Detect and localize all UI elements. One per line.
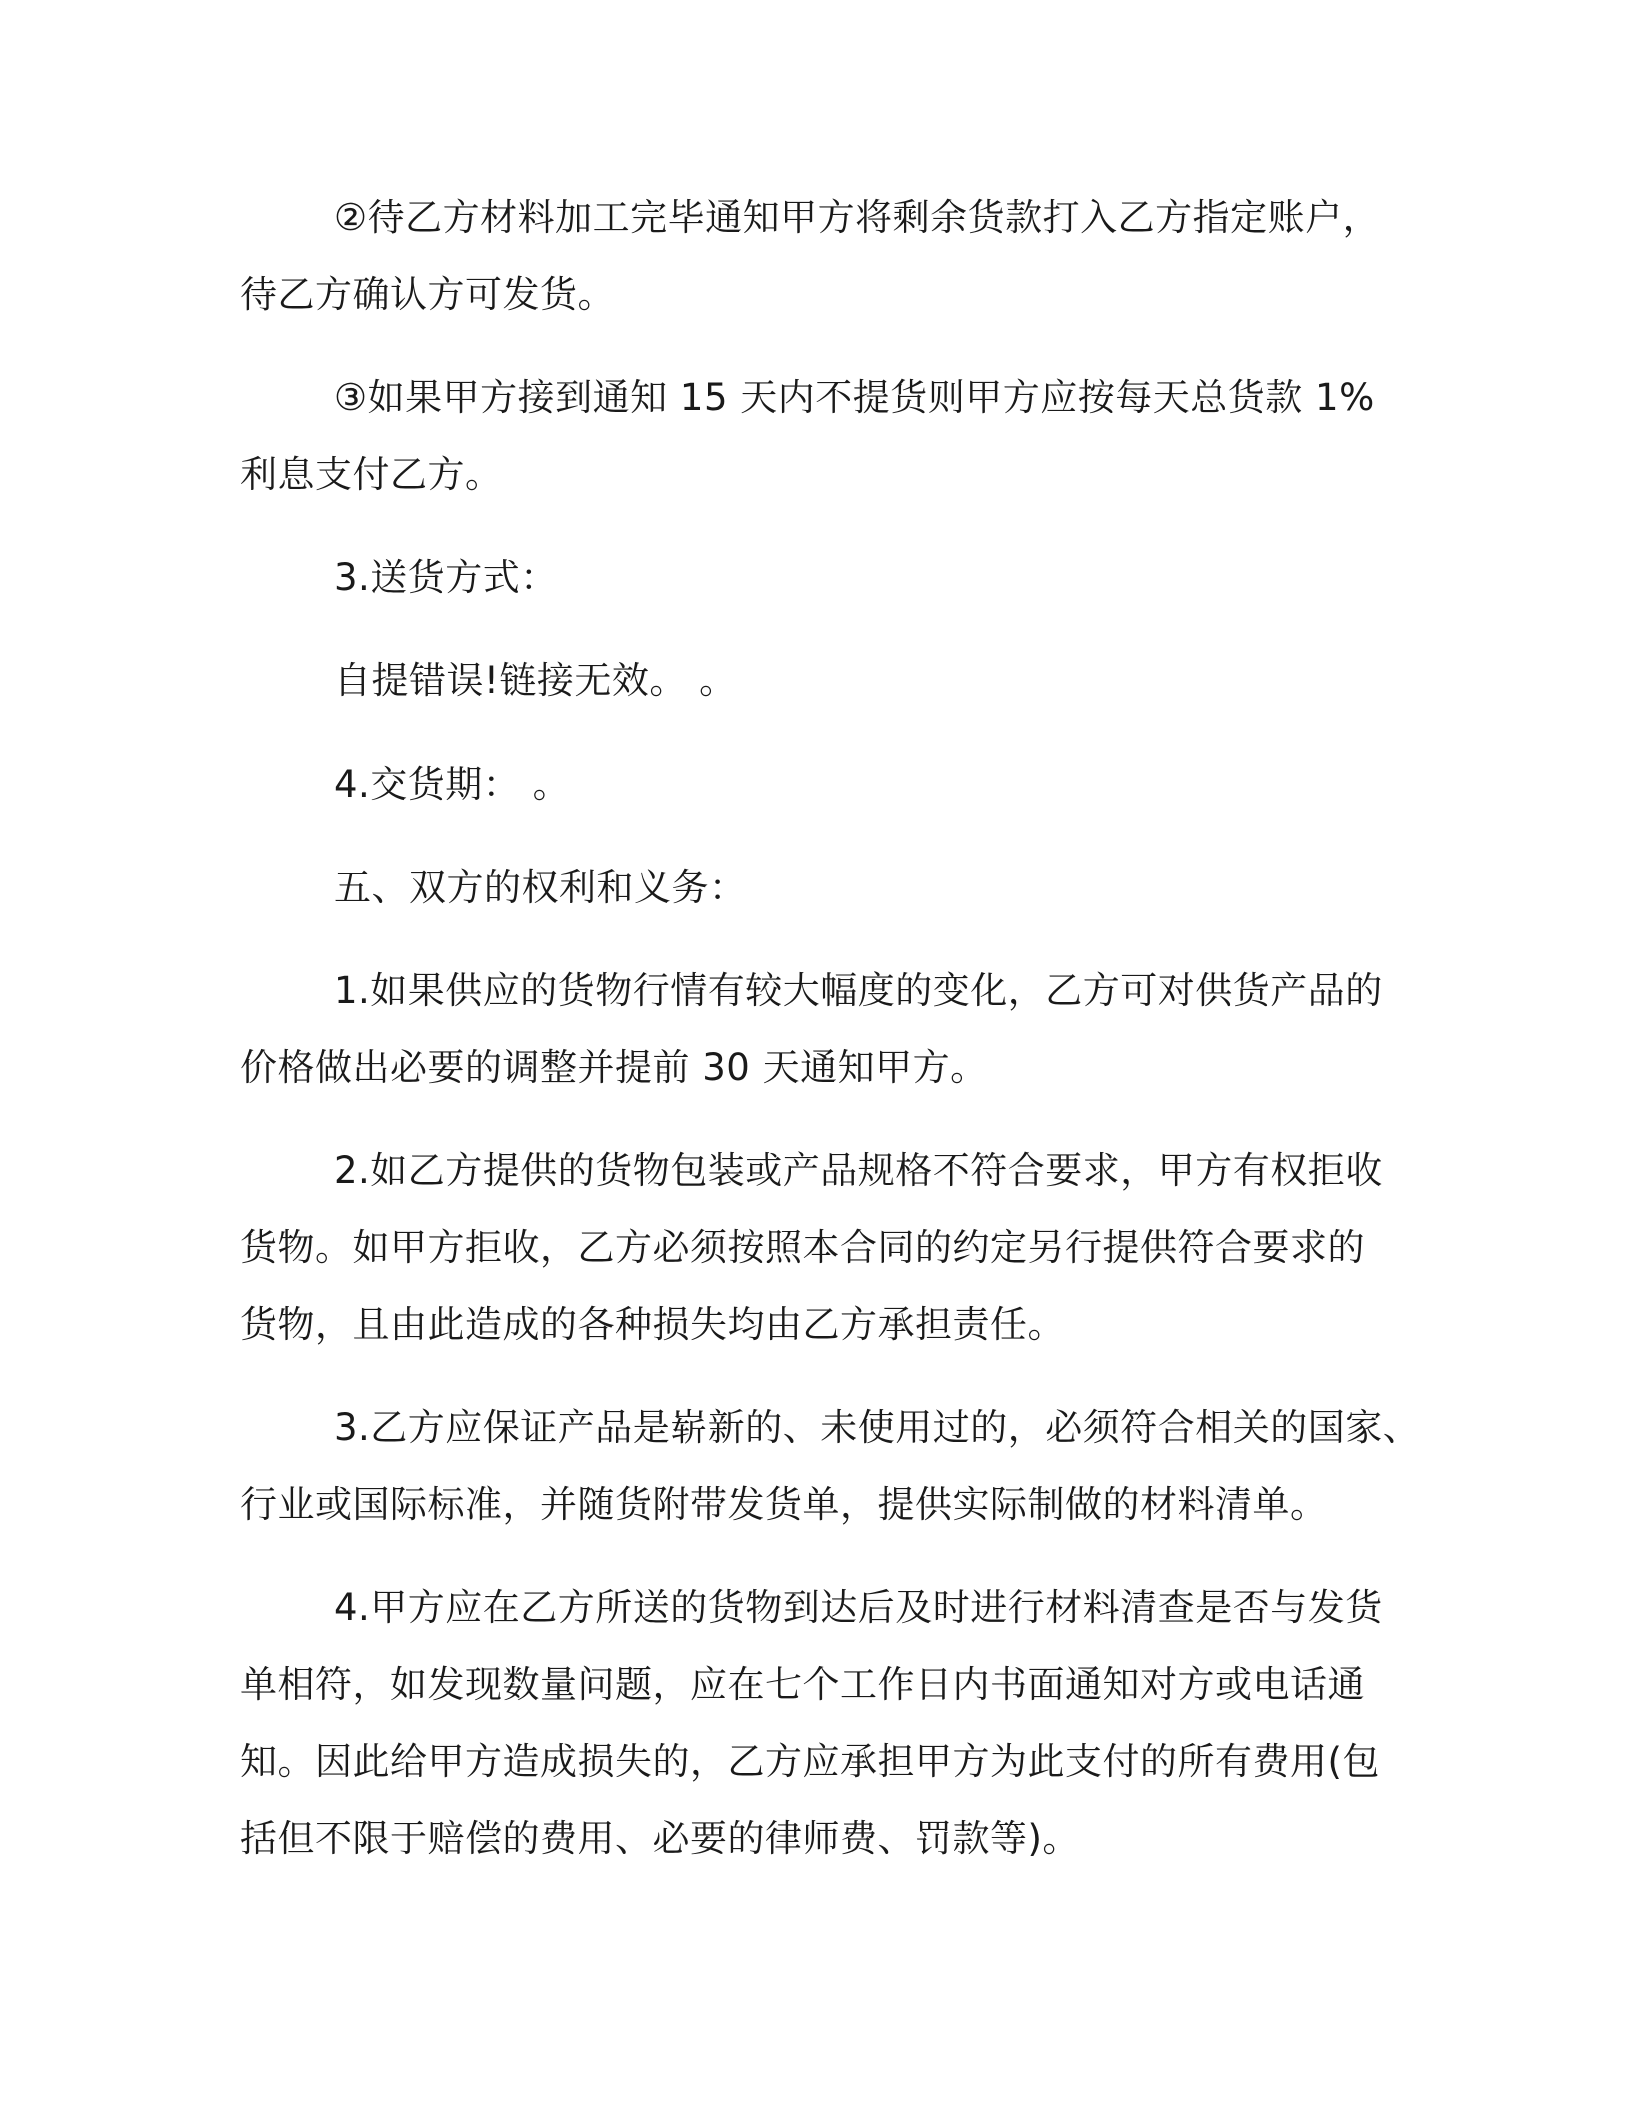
paragraph-9-line-1: 3.乙方应保证产品是崭新的、未使用过的，必须符合相关的国家、 <box>334 1406 1421 1449</box>
paragraph-2-line-1: ③如果甲方接到通知 15 天内不提货则甲方应按每天总货款 1% <box>334 376 1375 419</box>
paragraph-10-line-3: 知。因此给甲方造成损失的，乙方应承担甲方为此支付的所有费用(包 <box>240 1740 1380 1783</box>
section-heading-rights: 五、双方的权利和义务： <box>334 866 747 909</box>
paragraph-2-line-2: 利息支付乙方。 <box>240 453 503 496</box>
paragraph-5-line-1: 4.交货期： 。 <box>334 763 571 806</box>
paragraph-9-line-2: 行业或国际标准，并随货附带发货单，提供实际制做的材料清单。 <box>240 1483 1328 1526</box>
paragraph-10-line-1: 4.甲方应在乙方所送的货物到达后及时进行材料清查是否与发货 <box>334 1586 1383 1629</box>
paragraph-7-line-1: 1.如果供应的货物行情有较大幅度的变化，乙方可对供货产品的 <box>334 969 1383 1012</box>
paragraph-8-line-1: 2.如乙方提供的货物包装或产品规格不符合要求，甲方有权拒收 <box>334 1149 1383 1192</box>
paragraph-10-line-4: 括但不限于赔偿的费用、必要的律师费、罚款等)。 <box>240 1817 1080 1860</box>
paragraph-4-line-1: 自提错误!链接无效。 。 <box>334 659 737 702</box>
paragraph-10-line-2: 单相符，如发现数量问题，应在七个工作日内书面通知对方或电话通 <box>240 1663 1365 1706</box>
paragraph-1-line-2: 待乙方确认方可发货。 <box>240 273 615 316</box>
paragraph-1-line-1: ②待乙方材料加工完毕通知甲方将剩余货款打入乙方指定账户， <box>334 196 1381 239</box>
paragraph-8-line-3: 货物，且由此造成的各种损失均由乙方承担责任。 <box>240 1303 1065 1346</box>
paragraph-3-line-1: 3.送货方式： <box>334 556 558 599</box>
paragraph-8-line-2: 货物。如甲方拒收，乙方必须按照本合同的约定另行提供符合要求的 <box>240 1226 1365 1269</box>
paragraph-7-line-2: 价格做出必要的调整并提前 30 天通知甲方。 <box>240 1046 988 1089</box>
